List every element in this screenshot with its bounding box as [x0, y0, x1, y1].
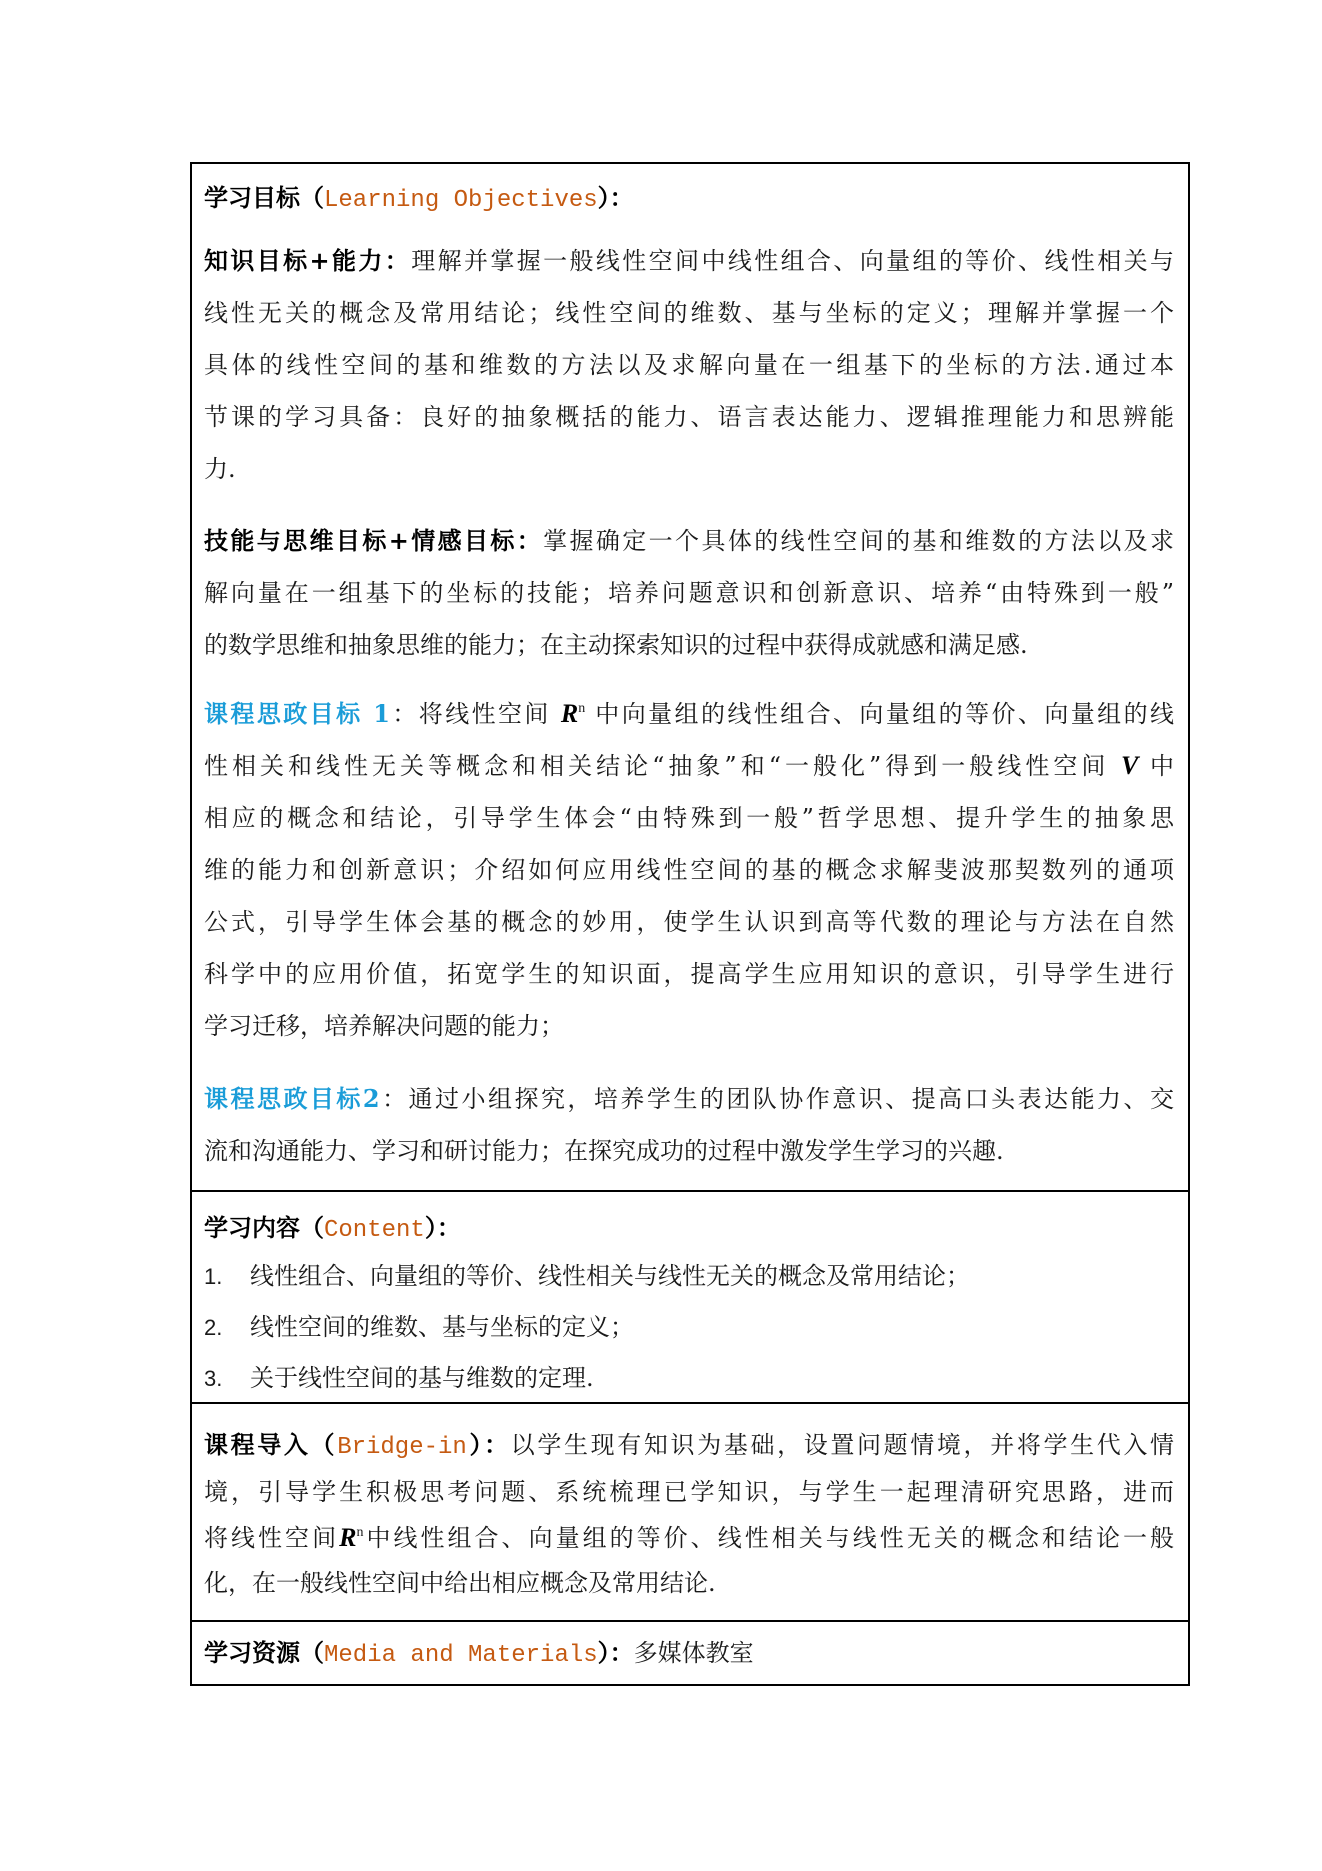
- list-item-text: 线性组合、向量组的等价、线性相关与线性无关的概念及常用结论；: [250, 1262, 970, 1290]
- text-line: [204, 287, 1174, 339]
- text-segment: 理解并掌握一般线性空间中线性组合、向量组的等价、线性相关与: [411, 247, 1175, 275]
- superscript: n: [578, 701, 586, 716]
- list-item-text: 关于线性空间的基与维数的定理.: [250, 1364, 594, 1392]
- bold-label: 知识目标+能力：: [204, 246, 412, 275]
- text-line: [204, 1125, 1174, 1177]
- text-line: [204, 1073, 1174, 1125]
- english-term: Content: [324, 1217, 425, 1244]
- lesson-plan-table: [190, 162, 1190, 1686]
- section-learning-objectives: [192, 164, 1188, 1192]
- list-item: [204, 1251, 1174, 1302]
- text-line: [204, 172, 1174, 227]
- paragraph: [204, 688, 1174, 1052]
- highlight-label: 课程思政目标 1: [204, 699, 390, 728]
- text-segment: 维的能力和创新意识；介绍如何应用线性空间的基的概念求解斐波那契数列的通项: [204, 856, 1174, 884]
- text-line: [204, 619, 1174, 671]
- content-heading: [204, 1208, 1174, 1251]
- text-line: [204, 391, 1174, 443]
- bold-label: （: [300, 1213, 324, 1242]
- text-line: [204, 1561, 1174, 1606]
- text-segment: 化，在一般线性空间中给出相应概念及常用结论.: [204, 1569, 716, 1597]
- section-media-materials: [192, 1622, 1188, 1684]
- english-term: Media and Materials: [324, 1642, 598, 1669]
- paragraph: [204, 1422, 1174, 1606]
- text-line: [204, 896, 1174, 948]
- bold-label: （: [300, 1638, 324, 1667]
- text-line: [204, 1000, 1174, 1052]
- text-segment: 学习迁移，培养解决问题的能力；: [204, 1012, 564, 1040]
- paragraph: [204, 1208, 1174, 1251]
- text-line: [204, 1515, 1174, 1561]
- text-line: [204, 1622, 1174, 1684]
- text-segment: 以学生现有知识为基础，设置问题情境，并将学生代入情: [510, 1431, 1175, 1459]
- text-line: [204, 443, 1174, 495]
- text-segment: 将线性空间: [204, 1524, 340, 1552]
- text-segment: 力.: [204, 455, 236, 483]
- bold-label: ）：: [597, 183, 634, 212]
- text-segment: 具体的线性空间的基和维数的方法以及求解向量在一组基下的坐标的方法.通过本: [204, 351, 1174, 379]
- text-segment: 公式，引导学生体会基的概念的妙用，使学生认识到高等代数的理论与方法在自然: [204, 908, 1174, 936]
- paragraph: [204, 515, 1174, 671]
- paragraph: [204, 172, 1174, 227]
- bold-label: ）：: [424, 1213, 461, 1242]
- section-learning-content: [192, 1192, 1188, 1404]
- list-item: [204, 1302, 1174, 1353]
- text-segment: 中向量组的线性组合、向量组的等价、向量组的线: [585, 700, 1174, 728]
- text-segment: ：将线性空间: [389, 700, 561, 728]
- text-segment: 相应的概念和结论，引导学生体会“由特殊到一般”哲学思想、提升学生的抽象思: [204, 804, 1174, 832]
- bold-label: 学习目标: [204, 183, 300, 212]
- paragraph: [204, 1073, 1174, 1177]
- superscript: n: [356, 1525, 364, 1540]
- math-symbol: R: [560, 699, 579, 728]
- math-symbol: R: [339, 1523, 357, 1552]
- text-segment: 线性无关的概念及常用结论；线性空间的维数、基与坐标的定义；理解并掌握一个: [204, 299, 1174, 327]
- list-item-text: 线性空间的维数、基与坐标的定义；: [250, 1313, 634, 1341]
- bold-label: （: [300, 183, 324, 212]
- text-segment: 掌握确定一个具体的线性空间的基和维数的方法以及求: [543, 527, 1174, 555]
- text-line: [204, 1422, 1174, 1470]
- bold-label: 学习内容: [204, 1213, 300, 1242]
- text-segment: 解向量在一组基下的坐标的技能；培养问题意识和创新意识、培养“由特殊到一般”: [204, 579, 1174, 607]
- bold-label: ）：: [466, 1430, 511, 1459]
- text-line: [204, 515, 1174, 567]
- text-segment: 性相关和线性无关等概念和相关结论“抽象”和“一般化”得到一般线性空间: [204, 752, 1121, 780]
- text-line: [204, 740, 1174, 792]
- text-line: [204, 567, 1174, 619]
- text-segment: 多媒体教室: [633, 1639, 754, 1667]
- bold-label: （: [310, 1430, 338, 1459]
- text-segment: 境，引导学生积极思考问题、系统梳理已学知识，与学生一起理清研究思路，进而: [204, 1478, 1174, 1506]
- text-segment: 流和沟通能力、学习和研讨能力；在探究成功的过程中激发学生学习的兴趣.: [204, 1137, 1004, 1165]
- text-segment: ：通过小组探究，培养学生的团队协作意识、提高口头表达能力、交: [379, 1085, 1175, 1113]
- text-line: [204, 688, 1174, 740]
- list-item-number: 2.: [204, 1315, 223, 1340]
- text-segment: 中线性组合、向量组的等价、线性相关与线性无关的概念和结论一般: [363, 1524, 1174, 1552]
- list-item: [204, 1353, 1174, 1404]
- section-bridge-in: [192, 1404, 1188, 1622]
- text-line: [204, 235, 1174, 287]
- text-segment: 科学中的应用价值，拓宽学生的知识面，提高学生应用知识的意识，引导学生进行: [204, 960, 1174, 988]
- highlight-label: 课程思政目标2: [204, 1084, 380, 1113]
- text-line: [204, 792, 1174, 844]
- text-segment: 中: [1138, 752, 1174, 780]
- paragraph: [204, 235, 1174, 495]
- text-segment: 节课的学习具备：良好的抽象概括的能力、语言表达能力、逻辑推理能力和思辨能: [204, 403, 1174, 431]
- bold-label: 课程导入: [204, 1430, 311, 1459]
- english-term: Learning Objectives: [324, 187, 598, 214]
- text-line: [204, 844, 1174, 896]
- math-symbol: V: [1121, 751, 1139, 780]
- bold-label: 学习资源: [204, 1638, 300, 1667]
- text-line: [204, 1470, 1174, 1515]
- bold-label: 技能与思维目标+情感目标：: [204, 526, 544, 555]
- bold-label: ）：: [597, 1638, 634, 1667]
- paragraph: [204, 1622, 1174, 1684]
- text-line: [204, 1208, 1174, 1251]
- list-item-number: 3.: [204, 1366, 223, 1391]
- text-line: [204, 948, 1174, 1000]
- content-list: [204, 1251, 1174, 1404]
- text-segment: 的数学思维和抽象思维的能力；在主动探索知识的过程中获得成就感和满足感.: [204, 631, 1028, 659]
- list-item-number: 1.: [204, 1264, 223, 1289]
- english-term: Bridge-in: [337, 1434, 467, 1461]
- text-line: [204, 339, 1174, 391]
